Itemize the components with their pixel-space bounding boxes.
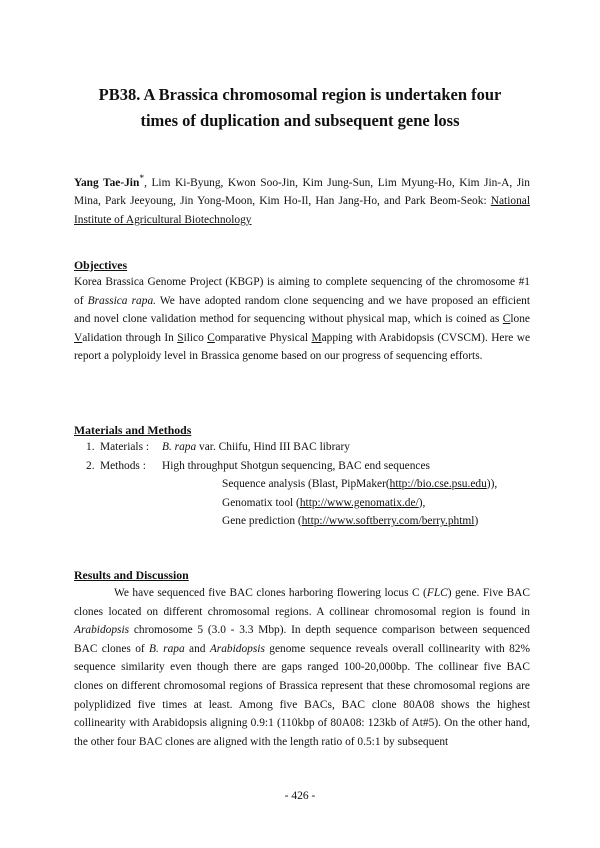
item-number: 1. <box>86 441 95 453</box>
results-text-part: genome sequence reveals overall collinearity with 82% sequence similarity even though there are gaps ranged 100-20,000bp. The collinear five BAC clones on different chromosomal regions of Brassica represent that these chromosomal regions are polyplidized five times at least. Among five BACs, BAC clone 80A08 shows the highest collinearity with Arabidopsis aligning 0.9:1 (110kbp of 80A08: 123kb of At#5). On the other hand, the other four BAC clones are aligned with the length ratio of 0.5:1 by subsequent <box>74 642 530 748</box>
item-text: Sequence analysis (Blast, PipMaker( <box>222 478 390 491</box>
objectives-heading: Objectives <box>74 258 128 272</box>
affiliation: National Institute of Agricultural Biotechnology <box>74 195 530 226</box>
title-line-2: times of duplication and subsequent gene loss <box>140 111 460 130</box>
objectives-text-part: lone <box>510 313 530 326</box>
page-number: - 426 - <box>284 790 316 802</box>
objectives-text-part: alidation through In <box>82 331 178 344</box>
results-heading: Results and Discussion <box>74 568 189 582</box>
species-name: Brassica rapa. <box>87 294 156 307</box>
results-paragraph <box>74 584 530 751</box>
methods-line <box>74 494 530 513</box>
acronym-letter: C <box>502 313 511 326</box>
item-text: ), <box>418 496 426 509</box>
objectives-text <box>74 273 530 366</box>
acronym-letter: C <box>207 331 215 344</box>
corresponding-mark: * <box>139 174 145 184</box>
item-text: Genomatix tool ( <box>222 496 300 509</box>
url-link[interactable]: http://www.softberry.com/berry.phtml <box>301 515 475 528</box>
item-text: )), <box>486 478 498 491</box>
title-line-1: PB38. A Brassica chromosomal region is undertaken four <box>98 85 502 104</box>
methods-list <box>74 438 530 531</box>
methods-item-1 <box>74 438 530 457</box>
species-name: B. rapa <box>162 441 197 453</box>
species-name: Arabidopsis <box>209 642 265 655</box>
item-text: Gene prediction ( <box>222 515 302 528</box>
methods-line <box>74 475 530 494</box>
species-name: Arabidopsis <box>74 624 130 637</box>
methods-line <box>74 512 530 531</box>
author-list <box>74 170 530 230</box>
results-text-part: chromosome 5 (3.0 - 3.3 Mbp). In depth sequence comparison between sequenced BAC clones of <box>74 624 530 655</box>
paper-title <box>60 82 540 134</box>
methods-item-2 <box>74 457 530 476</box>
acronym-letter: V <box>74 331 83 344</box>
first-author: Yang Tae-Jin <box>74 176 140 189</box>
item-number: 2. <box>86 459 95 472</box>
objectives-text-part: Korea Brassica Genome Project (KBGP) is aiming to complete sequencing of the chromosome #1 of <box>74 276 530 307</box>
url-link[interactable]: http://bio.cse.psu.edu <box>389 478 487 491</box>
objectives-text-part: ilico <box>183 331 208 344</box>
item-label: Materials : <box>100 441 150 453</box>
item-text: ) <box>474 515 479 528</box>
acronym-letter: S <box>177 331 184 344</box>
results-text <box>74 584 530 751</box>
gene-name: FLC <box>426 587 448 599</box>
objectives-text-part: apping with Arabidopsis (CVSCM). Here we report a polyploidy level in Brassica genome based on our progress of sequencing efforts. <box>74 331 531 363</box>
item-text: High throughput Shotgun sequencing, BAC end sequences <box>162 459 430 472</box>
objectives-text-part: We have adopted random clone sequencing and we have proposed an efficient and novel clone validation method for sequencing without physical map, which is coined as <box>74 294 530 326</box>
acronym-letter: M <box>311 331 322 344</box>
results-text-part: ) gene. Five BAC clones located on different chromosomal regions. A collinear chromosomal region is found in <box>74 587 531 618</box>
item-label: Methods : <box>100 459 146 472</box>
item-text: var. Chiifu, Hind III BAC library <box>196 441 350 453</box>
methods-heading: Materials and Methods <box>74 423 192 437</box>
results-text-part: and <box>184 642 210 655</box>
other-authors: , Lim Ki-Byung, Kwon Soo-Jin, Kim Jung-Sun, Lim Myung-Ho, Kim Jin-A, Jin Mina, Park Jeeyoung, Jin Yong-Moon, Kim Ho-Il, Han Jang-Ho, and Park Beom-Seok: <box>74 176 530 208</box>
results-text-part: We have sequenced five BAC clones harboring flowering locus C ( <box>114 587 427 599</box>
species-name: B. rapa <box>149 642 185 655</box>
url-link[interactable]: http://www.genomatix.de/ <box>299 496 419 509</box>
objectives-text-part: omparative Physical <box>214 331 312 344</box>
